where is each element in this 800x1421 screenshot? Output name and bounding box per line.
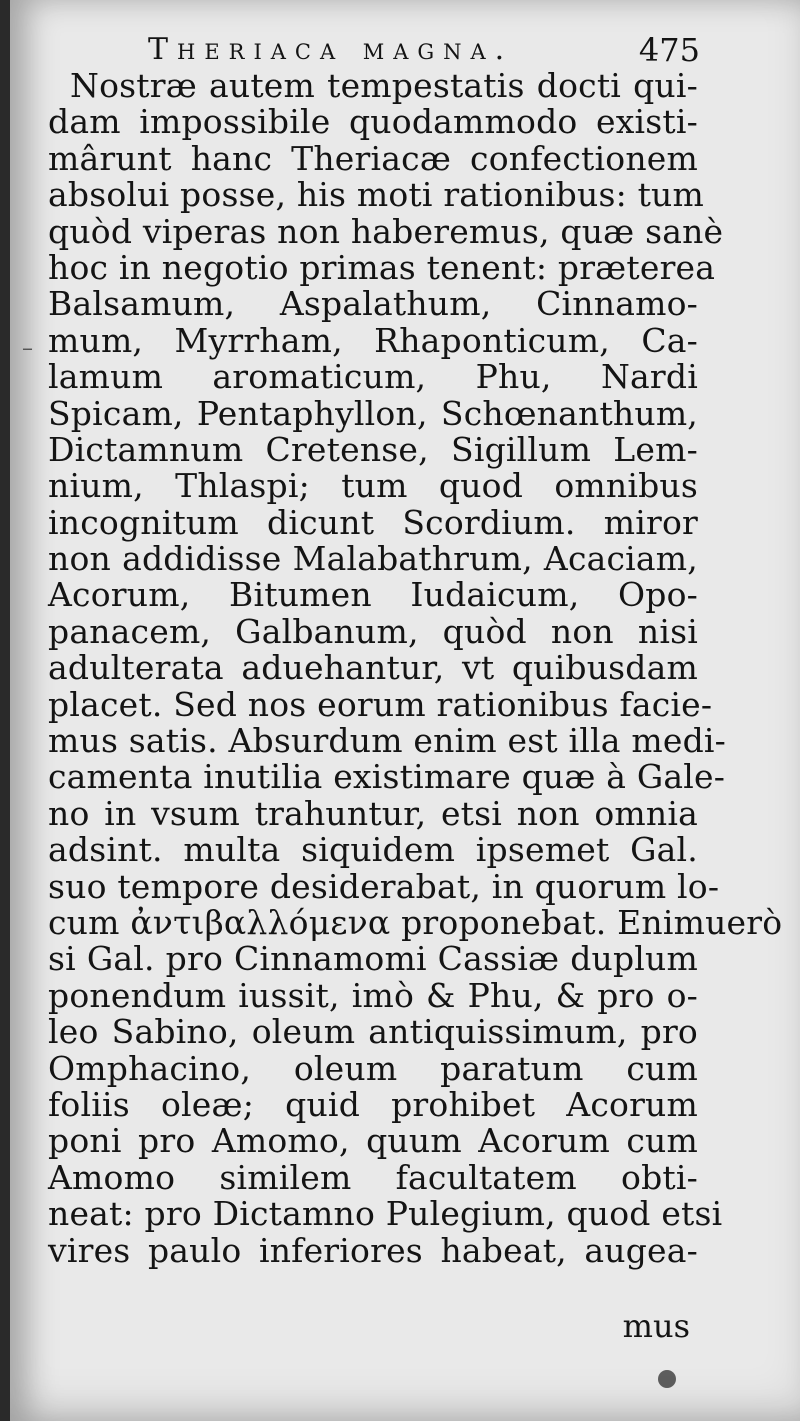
text-line: adsint. multa siquidem ipsemet Gal.: [48, 830, 698, 870]
text-line: cum ἀντιβαλλόμενα proponebat. Enimuerò: [48, 902, 783, 942]
text-line: incognitum dicunt Scordium. miror: [48, 502, 698, 542]
text-line: Omphacino, oleum paratum cum: [48, 1048, 698, 1088]
text-line: leo Sabino, oleum antiquissimum, pro: [48, 1012, 698, 1052]
text-line: placet. Sed nos eorum rationibus facie-: [48, 684, 713, 724]
text-line: panacem, Galbanum, quòd non nisi: [48, 611, 698, 651]
text-line: si Gal. pro Cinnamomi Cassiæ duplum: [48, 939, 698, 979]
ink-blot: [658, 1370, 676, 1388]
text-line: neat: pro Dictamno Pulegium, quod etsi: [48, 1194, 723, 1234]
text-line: Acorum, Bitumen Iudaicum, Opo-: [48, 575, 698, 615]
text-line: nium, Thlaspi; tum quod omnibus: [48, 466, 698, 506]
text-line: absolui posse, his moti rationibus: tum: [48, 175, 704, 215]
text-line: mum, Myrrham, Rhaponticum, Ca-: [48, 320, 698, 360]
text-line: mârunt hanc Theriacæ confectionem: [48, 138, 698, 178]
text-line: non addidisse Malabathrum, Acaciam,: [48, 539, 698, 579]
text-line: no in vsum trahuntur, etsi non omnia: [48, 793, 698, 833]
text-line: Nostræ autem tempestatis docti qui-: [70, 66, 698, 105]
text-line: vires paulo inferiores habeat, augea-: [48, 1230, 698, 1270]
body-text: [48, 66, 783, 1270]
text-line: quòd viperas non haberemus, quæ sanè: [48, 211, 724, 251]
text-line: foliis oleæ; quid prohibet Acorum: [48, 1084, 698, 1124]
running-title: Theriaca magna.: [148, 32, 514, 67]
page-number: 475: [638, 31, 700, 69]
text-line: Amomo similem facultatem obti-: [48, 1157, 698, 1197]
text-line: Dictamnum Cretense, Sigillum Lem-: [48, 429, 698, 469]
text-line: camenta inutilia existimare quæ à Gale-: [48, 757, 726, 797]
text-line: mus satis. Absurdum enim est illa medi-: [48, 721, 726, 761]
text-line: ponendum iussit, imò & Phu, & pro o-: [48, 975, 698, 1015]
text-line: lamum aromaticum, Phu, Nardi: [48, 357, 698, 397]
text-line: hoc in negotio primas tenent: præterea: [48, 247, 716, 287]
catchword: mus: [622, 1307, 690, 1345]
text-line: Spicam, Pentaphyllon, Schœnanthum,: [48, 393, 698, 433]
text-line: dam impossibile quodammodo existi-: [48, 102, 698, 142]
text-line: Balsamum, Aspalathum, Cinnamo-: [48, 284, 698, 324]
book-page: [10, 0, 800, 1421]
margin-dash-mark: –: [22, 336, 33, 361]
text-line: poni pro Amomo, quum Acorum cum: [48, 1121, 698, 1161]
text-line: adulterata aduehantur, vt quibusdam: [48, 648, 698, 688]
text-line: suo tempore desiderabat, in quorum lo-: [48, 866, 720, 906]
